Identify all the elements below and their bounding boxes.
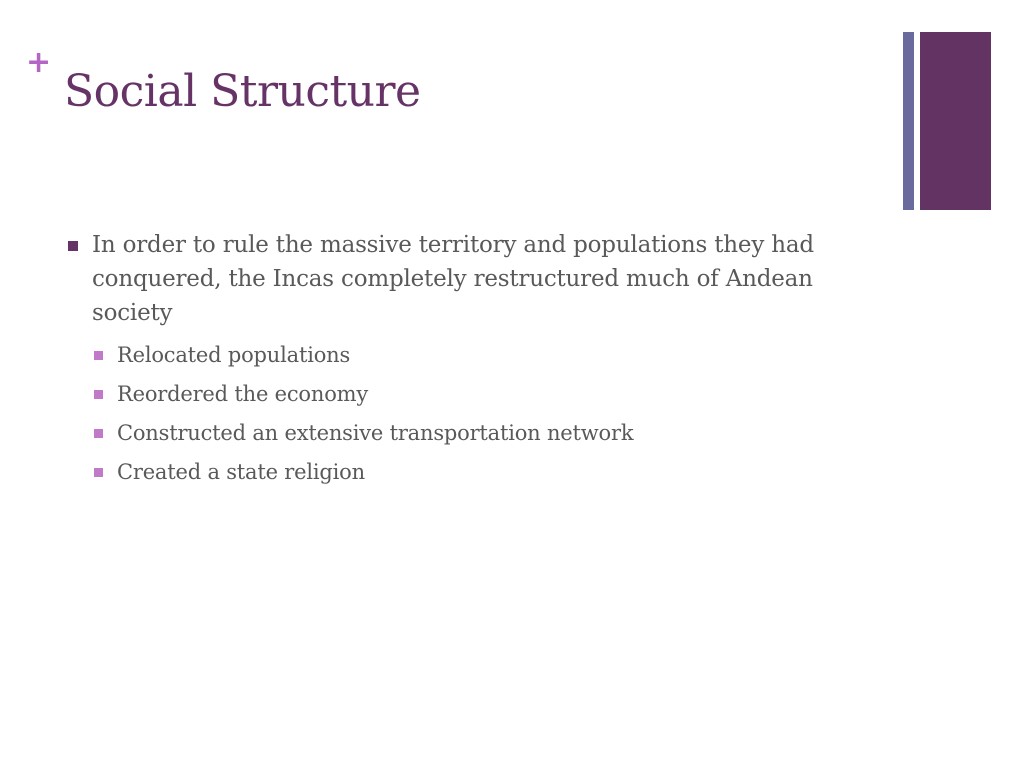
square-bullet-icon [68,241,78,251]
sub-bullet-text: Relocated populations [117,343,351,367]
sub-bullet-text: Constructed an extensive transportation network [117,421,634,445]
bullet-text: In order to rule the massive territory and populations they had conquered, the Incas completely restructured much of Andean society [92,232,814,326]
bullet-list [66,228,866,496]
square-bullet-icon [94,351,103,360]
bullet-item [66,228,866,487]
square-bullet-icon [94,390,103,399]
slide-title: Social Structure [64,66,421,117]
plus-icon: + [26,45,52,80]
decorative-bar-thin [903,32,914,210]
square-bullet-icon [94,468,103,477]
sub-bullet-list [92,340,866,487]
sub-bullet-item [92,418,866,448]
sub-bullet-item [92,379,866,409]
sub-bullet-text: Created a state religion [117,460,365,484]
sub-bullet-item [92,457,866,487]
decorative-bar-wide [920,32,991,210]
sub-bullet-item [92,340,866,370]
sub-bullet-text: Reordered the economy [117,382,369,406]
square-bullet-icon [94,429,103,438]
